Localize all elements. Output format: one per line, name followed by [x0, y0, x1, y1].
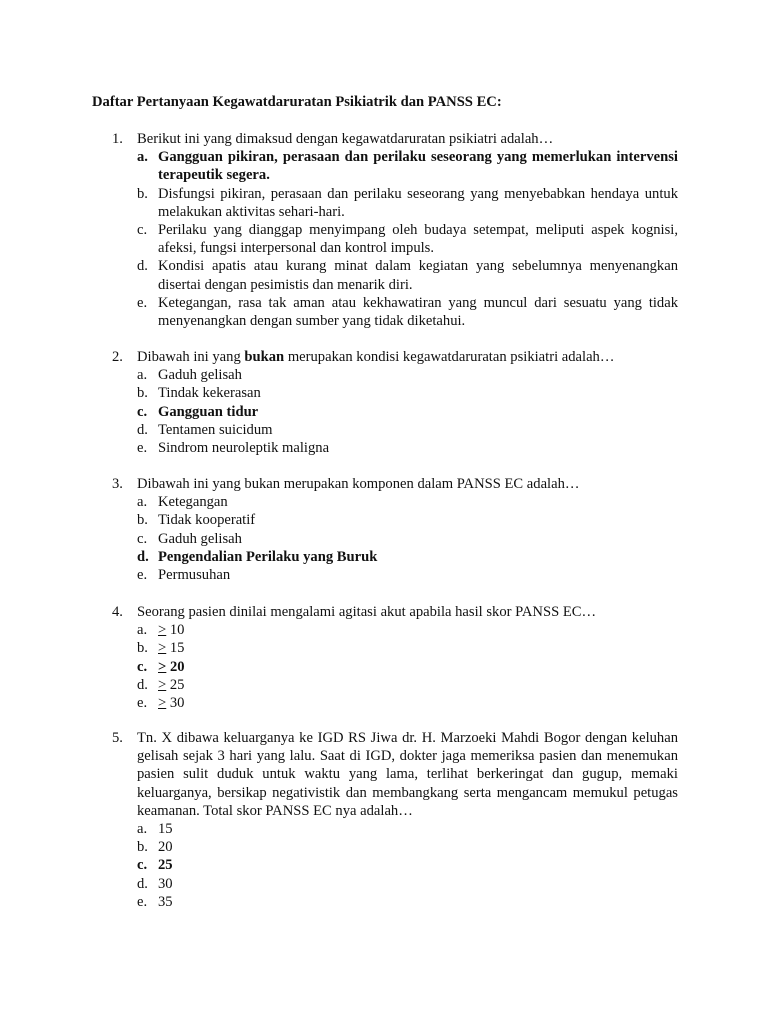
question-number: 4.	[112, 604, 123, 620]
question-number: 2.	[112, 349, 123, 365]
option-b	[137, 511, 678, 529]
greater-equal-symbol: >	[158, 676, 167, 693]
option-text: Sindrom neuroleptik maligna	[158, 440, 330, 457]
option-text: Gangguan pikiran, perasaan dan perilaku seseorang yang memerlukan intervensi terapeutik segera.	[158, 149, 678, 184]
option-text: Kondisi apatis atau kurang minat dalam kegiatan yang sebelumnya menyenangkan disertai dengan pesimistis dan menarik diri.	[158, 258, 678, 293]
question-stem	[112, 603, 678, 621]
option-text: Tentamen suicidum	[158, 421, 273, 438]
option-text	[158, 676, 678, 694]
option-letter: c.	[137, 857, 148, 874]
option-e	[137, 893, 678, 911]
option-letter: a.	[137, 821, 148, 838]
option-c	[137, 530, 678, 548]
option-letter: d.	[137, 875, 148, 892]
option-letter: a.	[137, 149, 148, 166]
option-a	[137, 148, 678, 184]
option-text	[158, 621, 678, 639]
option-letter: c.	[137, 530, 148, 547]
option-c	[137, 221, 678, 257]
option-letter: d.	[137, 421, 148, 438]
option-b	[137, 384, 678, 402]
option-e	[137, 439, 678, 457]
greater-equal-symbol: >	[158, 695, 167, 712]
question-text-part: Dibawah ini yang	[137, 349, 245, 365]
option-value: 15	[166, 640, 185, 657]
option-letter: b.	[137, 185, 148, 202]
question-emphasis: bukan	[244, 349, 285, 365]
question-1	[112, 130, 678, 330]
option-letter: a.	[137, 494, 148, 511]
question-number: 5.	[112, 730, 123, 746]
option-text: Gaduh gelisah	[158, 530, 242, 547]
option-text: 15	[158, 821, 173, 838]
option-letter: e.	[137, 695, 148, 712]
option-value: 10	[166, 622, 185, 639]
option-letter: d.	[137, 548, 149, 565]
option-text	[158, 694, 678, 712]
option-letter: d.	[137, 258, 148, 275]
option-letter: d.	[137, 676, 148, 693]
option-letter: e.	[137, 294, 148, 311]
option-text: Gangguan tidur	[158, 403, 259, 420]
option-text: Tidak kooperatif	[158, 512, 256, 529]
option-d	[137, 676, 678, 694]
question-text: Seorang pasien dinilai mengalami agitasi akut apabila hasil skor PANSS EC…	[137, 604, 597, 620]
question-stem	[112, 475, 678, 493]
greater-equal-symbol: >	[158, 658, 167, 675]
question-text: Dibawah ini yang bukan merupakan komponen dalam PANSS EC adalah…	[137, 476, 580, 492]
question-stem	[112, 130, 678, 148]
document-title: Daftar Pertanyaan Kegawatdaruratan Psikiatrik dan PANSS EC:	[92, 94, 502, 110]
option-text: Permusuhan	[158, 567, 231, 584]
option-value: 20	[166, 658, 185, 675]
option-a	[137, 366, 678, 384]
question-number: 1.	[112, 131, 123, 147]
option-text	[158, 658, 678, 676]
option-letter: b.	[137, 385, 148, 402]
option-d	[137, 421, 678, 439]
option-text	[158, 639, 678, 657]
option-b	[137, 185, 678, 221]
option-letter: b.	[137, 640, 148, 657]
option-b	[137, 838, 678, 856]
option-c	[137, 658, 678, 676]
option-a	[137, 820, 678, 838]
option-letter: e.	[137, 440, 148, 457]
option-d	[137, 548, 678, 566]
question-stem	[112, 348, 678, 366]
option-letter: b.	[137, 512, 148, 529]
option-text: 30	[158, 875, 173, 892]
question-text: Berikut ini yang dimaksud dengan kegawatdaruratan psikiatri adalah…	[137, 131, 554, 147]
option-letter: a.	[137, 622, 148, 639]
option-letter: e.	[137, 567, 148, 584]
question-4	[112, 603, 678, 712]
option-letter: b.	[137, 839, 148, 856]
option-text: Perilaku yang dianggap menyimpang oleh budaya setempat, meliputi aspek kognisi, afeksi, fungsi interpersonal dan kontrol impuls.	[158, 222, 678, 257]
option-text: Disfungsi pikiran, perasaan dan perilaku seseorang yang menyebabkan hendaya untuk melakukan aktivitas sehari-hari.	[158, 185, 678, 220]
option-text: Gaduh gelisah	[158, 367, 242, 384]
option-text: 35	[158, 893, 173, 910]
question-text	[137, 348, 678, 366]
option-e	[137, 694, 678, 712]
option-letter: c.	[137, 658, 148, 675]
option-text: Ketegangan, rasa tak aman atau kekhawatiran yang muncul dari sesuatu yang tidak menyenangkan dengan sumber yang tidak diketahui.	[158, 294, 678, 330]
greater-equal-symbol: >	[158, 640, 167, 657]
option-letter: c.	[137, 222, 148, 239]
option-letter: e.	[137, 893, 148, 910]
option-a	[137, 493, 678, 511]
option-text: Tindak kekerasan	[158, 385, 261, 402]
option-e	[137, 566, 678, 584]
option-c	[137, 856, 678, 874]
question-5	[112, 729, 678, 911]
option-d	[137, 875, 678, 893]
option-letter: a.	[137, 367, 148, 384]
option-text: 25	[158, 857, 173, 874]
option-b	[137, 639, 678, 657]
question-3	[112, 475, 678, 584]
question-text: Tn. X dibawa keluarganya ke IGD RS Jiwa dr. H. Marzoeki Mahdi Bogor dengan keluhan gelisah sejak 3 hari yang lalu. Saat di IGD, dokter jaga memeriksa pasien dan menemukan pasien sulit duduk untuk waktu yang lama, terlihat berkeringat dan gugup, memaki keluarganya, bersikap negativistik dan membangkang serta mengancam memukul petugas keamanan. Total skor PANSS EC nya adalah…	[137, 730, 678, 819]
option-letter: c.	[137, 403, 148, 420]
question-2	[112, 348, 678, 457]
question-text-part: merupakan kondisi kegawatdaruratan psikiatri adalah…	[284, 349, 615, 365]
option-value: 25	[166, 676, 185, 693]
option-text: 20	[158, 839, 173, 856]
question-stem	[112, 729, 678, 820]
option-c	[137, 403, 678, 421]
question-number: 3.	[112, 476, 123, 492]
option-e	[137, 294, 678, 330]
option-text: Pengendalian Perilaku yang Buruk	[158, 548, 378, 565]
greater-equal-symbol: >	[158, 622, 167, 639]
option-text: Ketegangan	[158, 494, 228, 511]
option-a	[137, 621, 678, 639]
option-value: 30	[166, 695, 185, 712]
option-d	[137, 257, 678, 293]
